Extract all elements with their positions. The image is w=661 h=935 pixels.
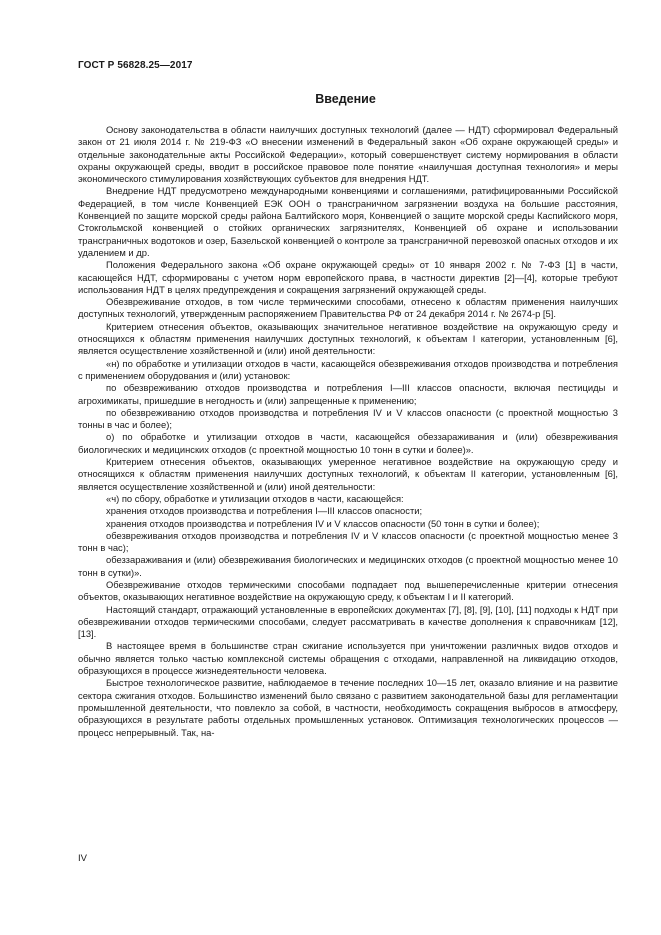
document-header: ГОСТ Р 56828.25—2017 bbox=[78, 60, 193, 71]
paragraph: Обезвреживание отходов, в том числе термическими способами, отнесено к областям применения наилучших доступных технологий, утвержденным распоряжением Правительства РФ от 24 декабря 2014 г. № 2674-р [5]. bbox=[78, 296, 618, 320]
paragraph: Настоящий стандарт, отражающий установленные в европейских документах [7], [8], [9], [10], [11] подходы к НДТ при обезвреживании отходов термическими способами, следует рассматривать в качестве дополнения к справочникам [12], [13]. bbox=[78, 603, 618, 640]
paragraph: Внедрение НДТ предусмотрено международными конвенциями и соглашениями, ратифицированными Российской Федерацией, в том числе Конвенцией ЕЭК ООН о трансграничном загрязнении воздуха на большие расстояния, Конвенцией по защите морской среды района Балтийского моря, Конвенцией о защите морской среды Каспийского моря, Стокгольмской конвенцией о стойких органических загрязнителях, Конвенцией об охране и использовании трансграничных водотоков и озер, Базельской конвенцией о контроле за трансграничной перевозкой опасных отходов и их удалением и др. bbox=[78, 185, 618, 258]
paragraph: Положения Федерального закона «Об охране окружающей среды» от 10 января 2002 г. № 7-ФЗ [1] в части, касающейся НДТ, сформированы с учетом норм европейского права, в частности директив [2]—[4], которые требуют использования НДТ в целях предупреждения и сокращения загрязнений окружающей среды. bbox=[78, 259, 618, 295]
paragraph: по обезвреживанию отходов производства и потребления I—III классов опасности, включая пестициды и агрохимикаты, пришедшие в негодность и (или) запрещенные к применению; bbox=[78, 382, 618, 406]
paragraph: Быстрое технологическое развитие, наблюдаемое в течение последних 10—15 лет, оказало влияние и на развитие сектора сжигания отходов. Большинство изменений было связано с развитием законодательной базы для регламентации промышленной деятельности, что повлекло за собой, в частности, необходимость сокращения выбросов в атмосферу, образующихся в результате работы отдельных промышленных установок. Оптимизация технологических процессов — процесс непрерывный. Так, на- bbox=[78, 677, 618, 738]
paragraph: Критерием отнесения объектов, оказывающих значительное негативное воздействие на окружающую среду и относящихся к областям применения наилучших доступных технологий, к объектам I категории, установленным [6], является осуществление хозяйственной и (или) иной деятельности: bbox=[78, 320, 618, 357]
paragraph: хранения отходов производства и потребления I—III классов опасности; bbox=[106, 505, 423, 517]
paragraph: хранения отходов производства и потребления IV и V классов опасности (50 тонн в сутки и более); bbox=[106, 517, 540, 529]
paragraph: Основу законодательства в области наилучших доступных технологий (далее — НДТ) сформировал Федеральный закон от 21 июля 2014 г. № 219-ФЗ «О внесении изменений в Федеральный закон «Об охране окружающей среды» и отдельные законодательные акты Российской Федерации», который совершенствует систему нормирования в области охраны окружающей среды, вводит в российское правовое поле понятие «наилучшая доступная технология» и меры экономического стимулирования хозяйствующих субъектов для внедрения НДТ. bbox=[78, 124, 618, 185]
paragraph: В настоящее время в большинстве стран сжигание используется при уничтожении различных видов отходов и обычно является только частью комплексной системы обращения с отходами, направленной на ликвидацию отходов, образующихся в процессе жизнедеятельности человека. bbox=[78, 640, 618, 677]
paragraph: Критерием отнесения объектов, оказывающих умеренное негативное воздействие на окружающую среду и относящихся к областям применения наилучших доступных технологий, к объектам II категории, установленным [6], является осуществление хозяйственной и (или) иной деятельности: bbox=[78, 456, 618, 492]
section-title: Введение bbox=[315, 92, 376, 106]
paragraph: «н) по обработке и утилизации отходов в части, касающейся обезвреживания отходов производства и потребления с применением оборудования и (или) установок: bbox=[78, 357, 618, 381]
paragraph: по обезвреживанию отходов производства и потребления IV и V классов опасности (с проектной мощностью 3 тонны в час и более); bbox=[78, 406, 618, 431]
paragraph: о) по обработке и утилизации отходов в части, касающейся обеззараживания и (или) обезвреживания биологических и медицинских отходов (с проектной мощностью 10 тонн в сутки и более)». bbox=[78, 431, 618, 455]
document-body bbox=[78, 124, 618, 739]
paragraph: «ч) по сбору, обработке и утилизации отходов в части, касающейся: bbox=[106, 492, 404, 504]
page-number: IV bbox=[78, 853, 87, 864]
paragraph: обезвреживания отходов производства и потребления IV и V классов опасности (с проектной мощностью менее 3 тонн в час); bbox=[78, 529, 618, 554]
paragraph: Обезвреживание отходов термическими способами подпадает под вышеперечисленные критерии отнесения объектов, оказывающих негативное воздействие на окружающую среду, к объектам I и II категорий. bbox=[78, 578, 618, 603]
paragraph: обеззараживания и (или) обезвреживания биологических и медицинских отходов (с проектной мощностью менее 10 тонн в сутки)». bbox=[78, 554, 618, 578]
